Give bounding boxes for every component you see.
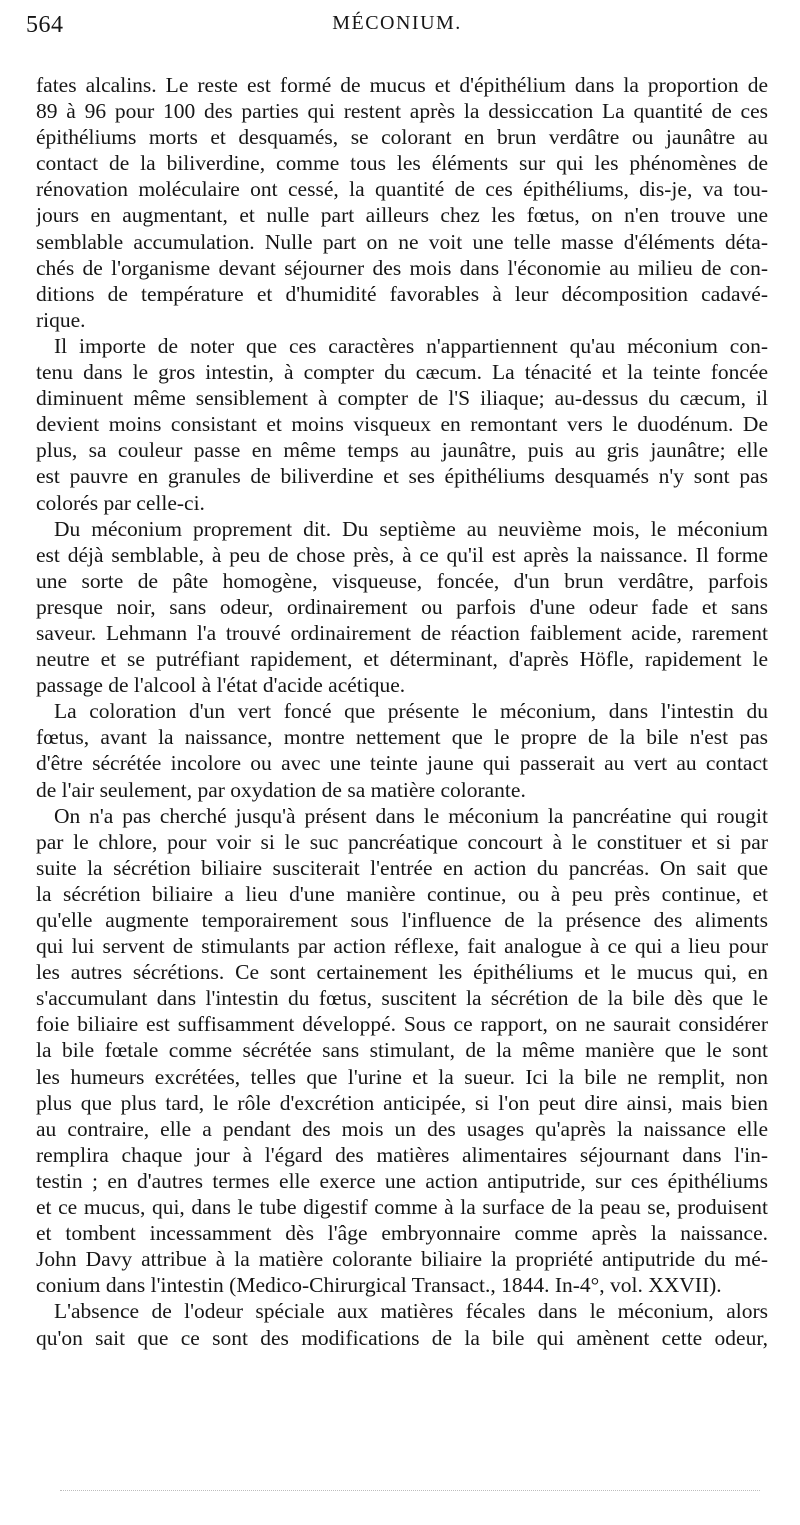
text-line: devient moins consistant et moins visqueux en remontant vers le duodénum. De bbox=[36, 412, 768, 437]
text-line: et ce mucus, qui, dans le tube digestif comme à la surface de la peau se, produisent bbox=[36, 1195, 768, 1220]
text-line: remplira chaque jour à l'égard des matières alimentaires séjournant dans l'in- bbox=[36, 1142, 768, 1167]
text-line: plus, sa couleur passe en même temps au jaunâtre, puis au gris jaunâtre; elle bbox=[36, 438, 768, 463]
text-line: s'accumulant dans l'intestin du fœtus, suscitent la sécrétion de la bile dès que le bbox=[36, 986, 768, 1011]
text-line: une sorte de pâte homogène, visqueuse, foncée, d'un brun verdâtre, parfois bbox=[36, 568, 768, 593]
text-line: colorés par celle-ci. bbox=[36, 490, 205, 515]
text-line: qu'elle augmente temporairement sous l'influence de la présence des aliments bbox=[36, 908, 768, 932]
text-line: rénovation moléculaire ont cessé, la quantité de ces épithéliums, dis-je, va tou- bbox=[36, 177, 768, 202]
text-line: jours en augmentant, et nulle part ailleurs chez les fœtus, on n'en trouve une bbox=[36, 203, 768, 228]
text-line: 89 à 96 pour 100 des parties qui restent après la dessiccation La quantité de ces bbox=[36, 99, 768, 124]
text-line: épithéliums morts et desquamés, se colorant en brun verdâtre ou jaunâtre au bbox=[36, 125, 768, 150]
text-line: La coloration d'un vert foncé que présente le méconium, dans l'intestin du bbox=[54, 699, 768, 724]
text-line: est déjà semblable, à peu de chose près, à ce qu'il est après la naissance. Il forme bbox=[36, 542, 768, 567]
text-line: suite la sécrétion biliaire susciterait l'entrée en action du pancréas. On sait que bbox=[36, 855, 768, 880]
text-line: tenu dans le gros intestin, à compter du cæcum. La ténacité et la teinte foncée bbox=[36, 360, 768, 385]
text-line: rique. bbox=[36, 307, 86, 332]
text-line: par le chlore, pour voir si le suc pancréatique concourt à le constituer et si par bbox=[36, 829, 768, 854]
page-number: 564 bbox=[26, 12, 64, 38]
text-line: ditions de température et d'humidité favorables à leur décomposition cadavé- bbox=[36, 281, 768, 306]
text-line: et tombent incessamment dès l'âge embryonnaire comme après la naissance. bbox=[36, 1221, 768, 1246]
text-line: passage de l'alcool à l'état d'acide acétique. bbox=[36, 673, 406, 698]
text-line: au contraire, elle a pendant des mois un des usages qu'après la naissance elle bbox=[36, 1116, 768, 1141]
text-line: foie biliaire est suffisamment développé. Sous ce rapport, on ne saurait considérer bbox=[36, 1012, 768, 1037]
text-line: plus que plus tard, le rôle d'excrétion anticipée, si l'on peut dire ainsi, mais bien bbox=[36, 1090, 768, 1115]
text-line: la sécrétion biliaire a lieu d'une manière continue, ou à peu près continue, et bbox=[36, 881, 768, 906]
text-line: Du méconium proprement dit. Du septième au neuvième mois, le méconium bbox=[54, 516, 768, 541]
text-line: de l'air seulement, par oxydation de sa matière colorante. bbox=[36, 777, 526, 802]
text-line: neutre et se putréfiant rapidement, et déterminant, d'après Höfle, rapidement le bbox=[36, 647, 768, 672]
running-title: MÉCONIUM. bbox=[332, 12, 462, 34]
text-line: On n'a pas cherché jusqu'à présent dans le méconium la pancréatine qui rougit bbox=[54, 803, 768, 828]
text-line: chés de l'organisme devant séjourner des mois dans l'économie au milieu de con- bbox=[36, 255, 768, 280]
page-header bbox=[26, 8, 768, 38]
text-line: saveur. Lehmann l'a trouvé ordinairement de réaction faiblement acide, rarement bbox=[36, 620, 768, 645]
text-line: Il importe de noter que ces caractères n'appartiennent qu'au méconium con- bbox=[54, 333, 768, 358]
text-line: qu'on sait que ce sont des modifications de la bile qui amènent cette odeur, bbox=[36, 1325, 768, 1350]
body-text bbox=[36, 72, 768, 1351]
text-line: conium dans l'intestin (Medico-Chirurgical Transact., 1844. In-4°, vol. XXVII). bbox=[36, 1273, 722, 1298]
text-line: les autres sécrétions. Ce sont certainement les épithéliums et le mucus qui, en bbox=[36, 960, 768, 985]
text-line: contact de la biliverdine, comme tous les éléments sur qui les phénomènes de bbox=[36, 151, 768, 176]
text-line: est pauvre en granules de biliverdine et ses épithéliums desquamés n'y sont pas bbox=[36, 464, 768, 489]
text-line: fates alcalins. Le reste est formé de mucus et d'épithélium dans la proportion de bbox=[36, 73, 768, 97]
text-line: la bile fœtale comme sécrétée sans stimulant, de la même manière que le sont bbox=[36, 1038, 768, 1063]
text-line: semblable accumulation. Nulle part on ne voit une telle masse d'éléments déta- bbox=[36, 229, 768, 254]
page-bottom-rule bbox=[60, 1490, 760, 1495]
text-line: John Davy attribue à la matière colorante biliaire la propriété antiputride du mé- bbox=[36, 1247, 768, 1272]
text-line: presque noir, sans odeur, ordinairement ou parfois d'une odeur fade et sans bbox=[36, 594, 768, 619]
text-line: diminuent même sensiblement à compter de l'S iliaque; au-dessus du cæcum, il bbox=[36, 386, 768, 411]
text-line: testin ; en d'autres termes elle exerce une action antiputride, sur ces épithéliums bbox=[36, 1168, 768, 1193]
text-line: qui lui servent de stimulants par action réflexe, fait analogue à ce qui a lieu pour bbox=[36, 934, 768, 959]
text-line: fœtus, avant la naissance, montre nettement que le propre de la bile n'est pas bbox=[36, 725, 768, 750]
text-line: les humeurs excrétées, telles que l'urine et la sueur. Ici la bile ne remplit, non bbox=[36, 1064, 768, 1089]
text-line: d'être sécrétée incolore ou avec une teinte jaune qui passerait au vert au contact bbox=[36, 751, 768, 776]
text-line: L'absence de l'odeur spéciale aux matières fécales dans le méconium, alors bbox=[54, 1299, 768, 1324]
